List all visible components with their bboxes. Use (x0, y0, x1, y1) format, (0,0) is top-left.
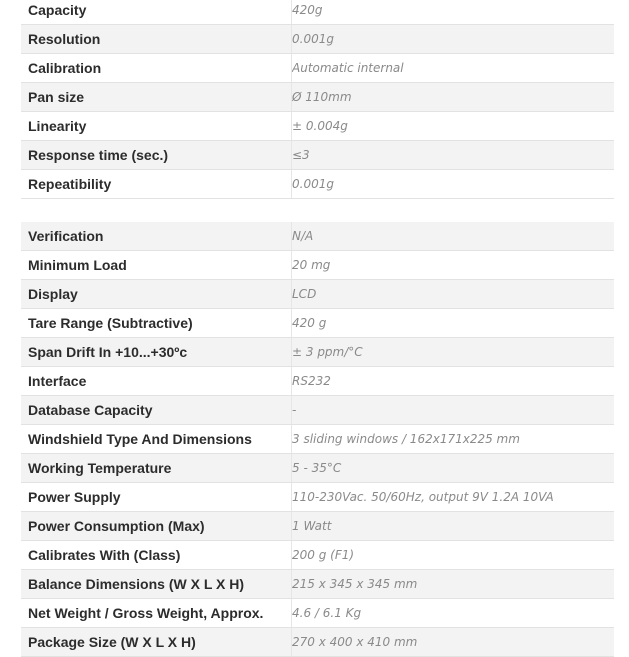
spec-value: ≤3 (292, 141, 615, 170)
spec-value: 110-230Vac. 50/60Hz, output 9V 1.2A 10VA (292, 483, 615, 512)
spec-value: 200 g (F1) (292, 541, 615, 570)
spec-value: 5 - 35°C (292, 454, 615, 483)
spec-row-working-temperature (21, 454, 614, 483)
spec-label: Database Capacity (21, 396, 292, 425)
spec-row-tare-range (21, 309, 614, 338)
spec-row-database-capacity (21, 396, 614, 425)
spec-label: Repeatibility (21, 170, 292, 199)
spec-value: 0.001g (292, 25, 615, 54)
spec-value: Ø 110mm (292, 83, 615, 112)
spec-label: Interface (21, 367, 292, 396)
spec-row-capacity (21, 0, 614, 25)
spec-label: Net Weight / Gross Weight, Approx. (21, 599, 292, 628)
spec-label: Tare Range (Subtractive) (21, 309, 292, 338)
spec-label: Package Size (W X L X H) (21, 628, 292, 657)
spec-row-calibration (21, 54, 614, 83)
spec-row-repeatibility (21, 170, 614, 199)
spec-value: 3 sliding windows / 162x171x225 mm (292, 425, 615, 454)
spec-row-power-consumption (21, 512, 614, 541)
spec-value: RS232 (292, 367, 615, 396)
spec-value: LCD (292, 280, 615, 309)
spec-label: Span Drift In +10...+30ºc (21, 338, 292, 367)
spec-label: Linearity (21, 112, 292, 141)
spec-row-linearity (21, 112, 614, 141)
spec-row-resolution (21, 25, 614, 54)
spec-label: Minimum Load (21, 251, 292, 280)
spec-row-span-drift (21, 338, 614, 367)
spec-value: 20 mg (292, 251, 615, 280)
spec-label: Balance Dimensions (W X L X H) (21, 570, 292, 599)
spec-value: 0.001g (292, 170, 615, 199)
spec-label: Capacity (21, 0, 292, 25)
spec-value: 4.6 / 6.1 Kg (292, 599, 615, 628)
spec-label: Response time (sec.) (21, 141, 292, 170)
spec-value: Automatic internal (292, 54, 615, 83)
spec-label: Resolution (21, 25, 292, 54)
spec-row-net-gross-weight (21, 599, 614, 628)
spec-value: ± 3 ppm/°C (292, 338, 615, 367)
spec-value: 215 x 345 x 345 mm (292, 570, 615, 599)
spec-value: 1 Watt (292, 512, 615, 541)
spec-row-minimum-load (21, 251, 614, 280)
spec-label: Working Temperature (21, 454, 292, 483)
spec-value: N/A (292, 222, 615, 251)
spec-row-response-time (21, 141, 614, 170)
spec-label: Verification (21, 222, 292, 251)
spec-table-primary (21, 0, 614, 199)
spec-label: Pan size (21, 83, 292, 112)
spec-label: Windshield Type And Dimensions (21, 425, 292, 454)
spec-row-power-supply (21, 483, 614, 512)
spec-row-interface (21, 367, 614, 396)
spec-value: 270 x 400 x 410 mm (292, 628, 615, 657)
spec-label: Calibrates With (Class) (21, 541, 292, 570)
spec-row-pan-size (21, 83, 614, 112)
spec-row-display (21, 280, 614, 309)
spec-row-calibrates-with (21, 541, 614, 570)
spec-row-package-size (21, 628, 614, 657)
spec-label: Display (21, 280, 292, 309)
spec-row-balance-dimensions (21, 570, 614, 599)
spec-row-windshield (21, 425, 614, 454)
spec-value: - (292, 396, 615, 425)
spec-row-verification (21, 222, 614, 251)
spec-table-secondary (21, 222, 614, 657)
spec-label: Power Consumption (Max) (21, 512, 292, 541)
spec-label: Calibration (21, 54, 292, 83)
spec-value: 420 g (292, 309, 615, 338)
spec-label: Power Supply (21, 483, 292, 512)
spec-value: ± 0.004g (292, 112, 615, 141)
spec-value: 420g (292, 0, 615, 25)
